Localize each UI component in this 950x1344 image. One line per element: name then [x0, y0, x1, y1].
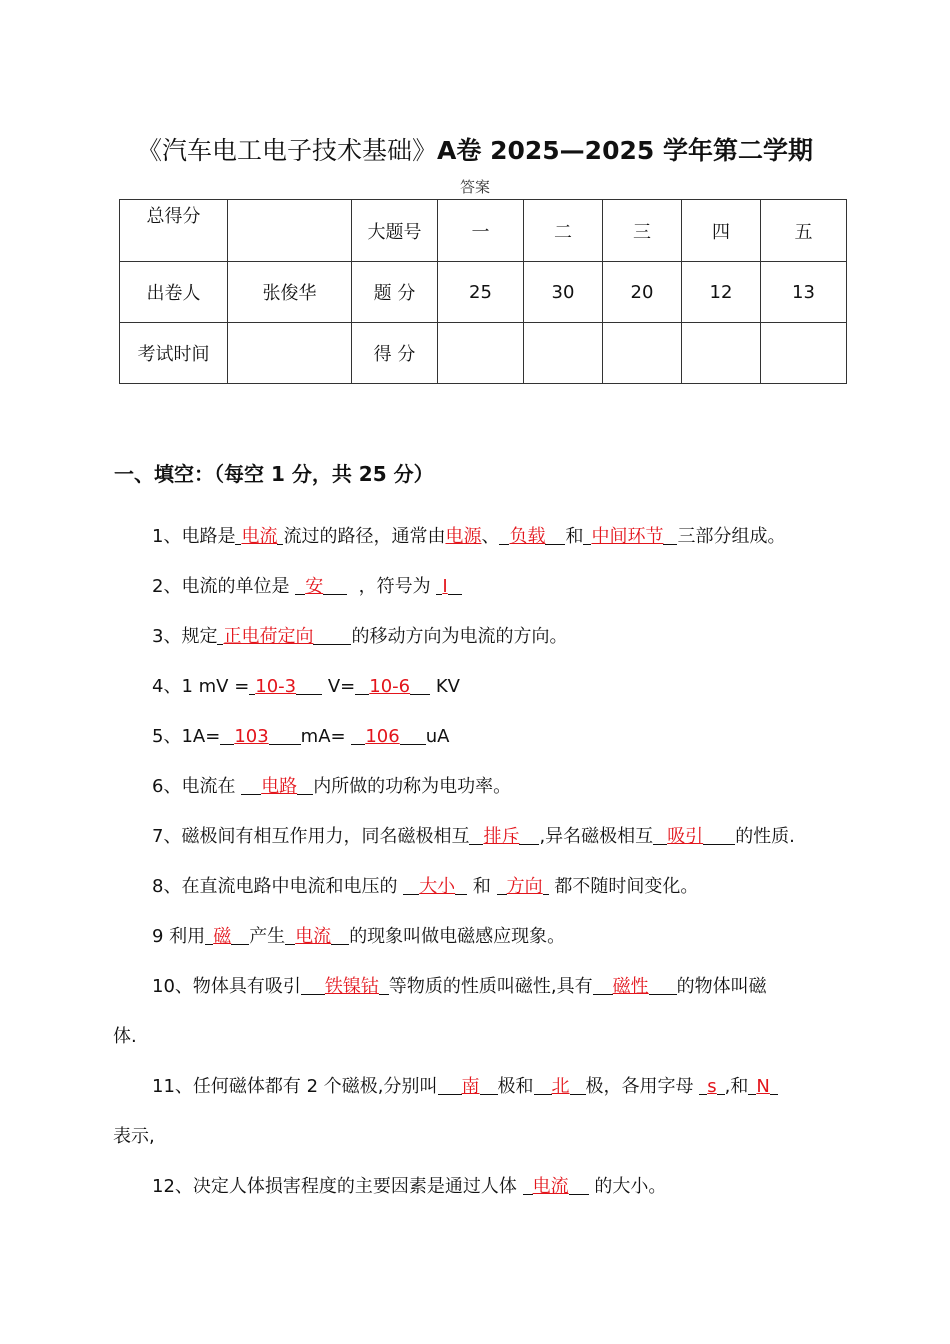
answer-blank: 负载 — [509, 526, 546, 547]
question-3 — [152, 622, 567, 648]
table-cell: 考试时间 — [120, 323, 228, 384]
answer-blank: 10-6 — [369, 676, 411, 697]
table-row — [120, 323, 847, 384]
table-cell: 20 — [603, 262, 682, 323]
question-6 — [152, 772, 511, 798]
table-cell: 三 — [603, 200, 682, 262]
table-cell: 二 — [524, 200, 603, 262]
question-9 — [152, 922, 565, 948]
question-11 — [152, 1072, 778, 1098]
table-cell: 总得分 — [120, 200, 228, 262]
answer-blank: 磁 — [213, 926, 232, 947]
question-text: 的大小。 — [588, 1176, 667, 1197]
question-text: 和 — [467, 876, 497, 897]
table-cell: 12 — [682, 262, 761, 323]
question-11-continued: 表示, — [113, 1126, 155, 1147]
table-cell — [438, 323, 524, 384]
question-10 — [152, 972, 767, 998]
question-text: 和 — [565, 526, 584, 547]
table-cell — [228, 323, 352, 384]
question-1 — [152, 522, 785, 548]
table-cell — [682, 323, 761, 384]
table-cell: 一 — [438, 200, 524, 262]
question-text: 4、1 mV = — [152, 676, 250, 697]
question-text: ，符号为 — [358, 576, 437, 597]
question-text: 8、在直流电路中电流和电压的 — [152, 876, 404, 897]
question-text: ,异名磁极相互 — [539, 826, 654, 847]
question-text: 11、任何磁体都有 2 个磁极,分别叫 — [152, 1076, 438, 1097]
question-text: 的性质. — [735, 826, 795, 847]
question-text: 都不随时间变化。 — [548, 876, 699, 897]
title-term: A卷 2025—2025 学年第二学期 — [437, 136, 813, 165]
question-text: 三部分组成。 — [677, 526, 786, 547]
question-text: 6、电流在 — [152, 776, 242, 797]
question-text: 、 — [481, 526, 500, 547]
answer-blank: 中间环节 — [591, 526, 664, 547]
question-7 — [152, 822, 795, 848]
answer-blank: 大小 — [419, 876, 456, 897]
table-cell: 题 分 — [352, 262, 438, 323]
question-text: ,和 — [724, 1076, 749, 1097]
table-cell — [524, 323, 603, 384]
subtitle: 答案 — [459, 178, 490, 196]
question-text: 3、规定 — [152, 626, 218, 647]
question-text: 的移动方向为电流的方向。 — [351, 626, 568, 647]
answer-blank: 电源 — [445, 526, 482, 547]
answer-blank: 10-3 — [255, 676, 297, 697]
question-text: 2、电流的单位是 — [152, 576, 296, 597]
question-text: 的现象叫做电磁感应现象。 — [349, 926, 566, 947]
answer-blank: 北 — [551, 1076, 570, 1097]
exam-title — [0, 131, 950, 167]
table-cell: 张俊华 — [228, 262, 352, 323]
table-cell: 13 — [761, 262, 847, 323]
table-cell: 五 — [761, 200, 847, 262]
question-text: mA= — [300, 726, 352, 747]
question-text: 流过的路径，通常由 — [283, 526, 446, 547]
answer-blank: 方向 — [506, 876, 543, 897]
table-cell: 30 — [524, 262, 603, 323]
answer-blank: 103 — [234, 726, 269, 747]
table-cell — [228, 200, 352, 262]
question-text: 7、磁极间有相互作用力，同名磁极相互 — [152, 826, 470, 847]
answer-blank: 吸引 — [667, 826, 704, 847]
score-table — [119, 199, 847, 384]
question-text: 的物体叫磁 — [676, 976, 767, 997]
question-text: KV — [430, 676, 460, 697]
answer-blank: 电流 — [532, 1176, 569, 1197]
question-text: V= — [322, 676, 356, 697]
title-course: 《汽车电工电子技术基础》 — [137, 136, 438, 165]
question-text: 极，各用字母 — [585, 1076, 700, 1097]
answer-blank: 排斥 — [483, 826, 520, 847]
question-4 — [152, 672, 460, 698]
question-5 — [152, 722, 449, 748]
table-cell: 大题号 — [352, 200, 438, 262]
answer-blank: 磁性 — [612, 976, 649, 997]
question-text: 12、决定人体损害程度的主要因素是通过人体 — [152, 1176, 523, 1197]
table-cell: 25 — [438, 262, 524, 323]
table-cell: 得 分 — [352, 323, 438, 384]
answer-blank: N — [756, 1076, 770, 1097]
question-text: 等物质的性质叫磁性,具有 — [388, 976, 593, 997]
section-heading: 一、填空：（每空 1 分，共 25 分） — [114, 462, 434, 486]
answer-blank: s — [707, 1076, 717, 1097]
answer-blank: 电路 — [261, 776, 298, 797]
answer-blank: 电流 — [295, 926, 332, 947]
answer-blank: 铁镍钴 — [324, 976, 379, 997]
question-10-continued: 体. — [113, 1026, 137, 1047]
question-text: 内所做的功称为电功率。 — [313, 776, 512, 797]
table-cell — [603, 323, 682, 384]
question-text: 1、电路是 — [152, 526, 236, 547]
table-row — [120, 262, 847, 323]
answer-blank: 安 — [305, 576, 324, 597]
question-8 — [152, 872, 698, 898]
table-cell: 四 — [682, 200, 761, 262]
question-text: 极和 — [497, 1076, 534, 1097]
table-cell: 出卷人 — [120, 262, 228, 323]
answer-blank: 电流 — [241, 526, 278, 547]
question-text: 5、1A= — [152, 726, 221, 747]
question-text: 10、物体具有吸引 — [152, 976, 301, 997]
question-text: 产生 — [249, 926, 286, 947]
answer-blank: 南 — [461, 1076, 480, 1097]
question-text: 9 利用 — [152, 926, 206, 947]
answer-blank: 106 — [365, 726, 400, 747]
table-row — [120, 200, 847, 262]
table-cell — [761, 323, 847, 384]
question-12 — [152, 1172, 666, 1198]
answer-blank: I — [442, 576, 448, 597]
question-2 — [152, 572, 462, 598]
question-text: uA — [425, 726, 450, 747]
answer-blank: 正电荷定向 — [223, 626, 314, 647]
